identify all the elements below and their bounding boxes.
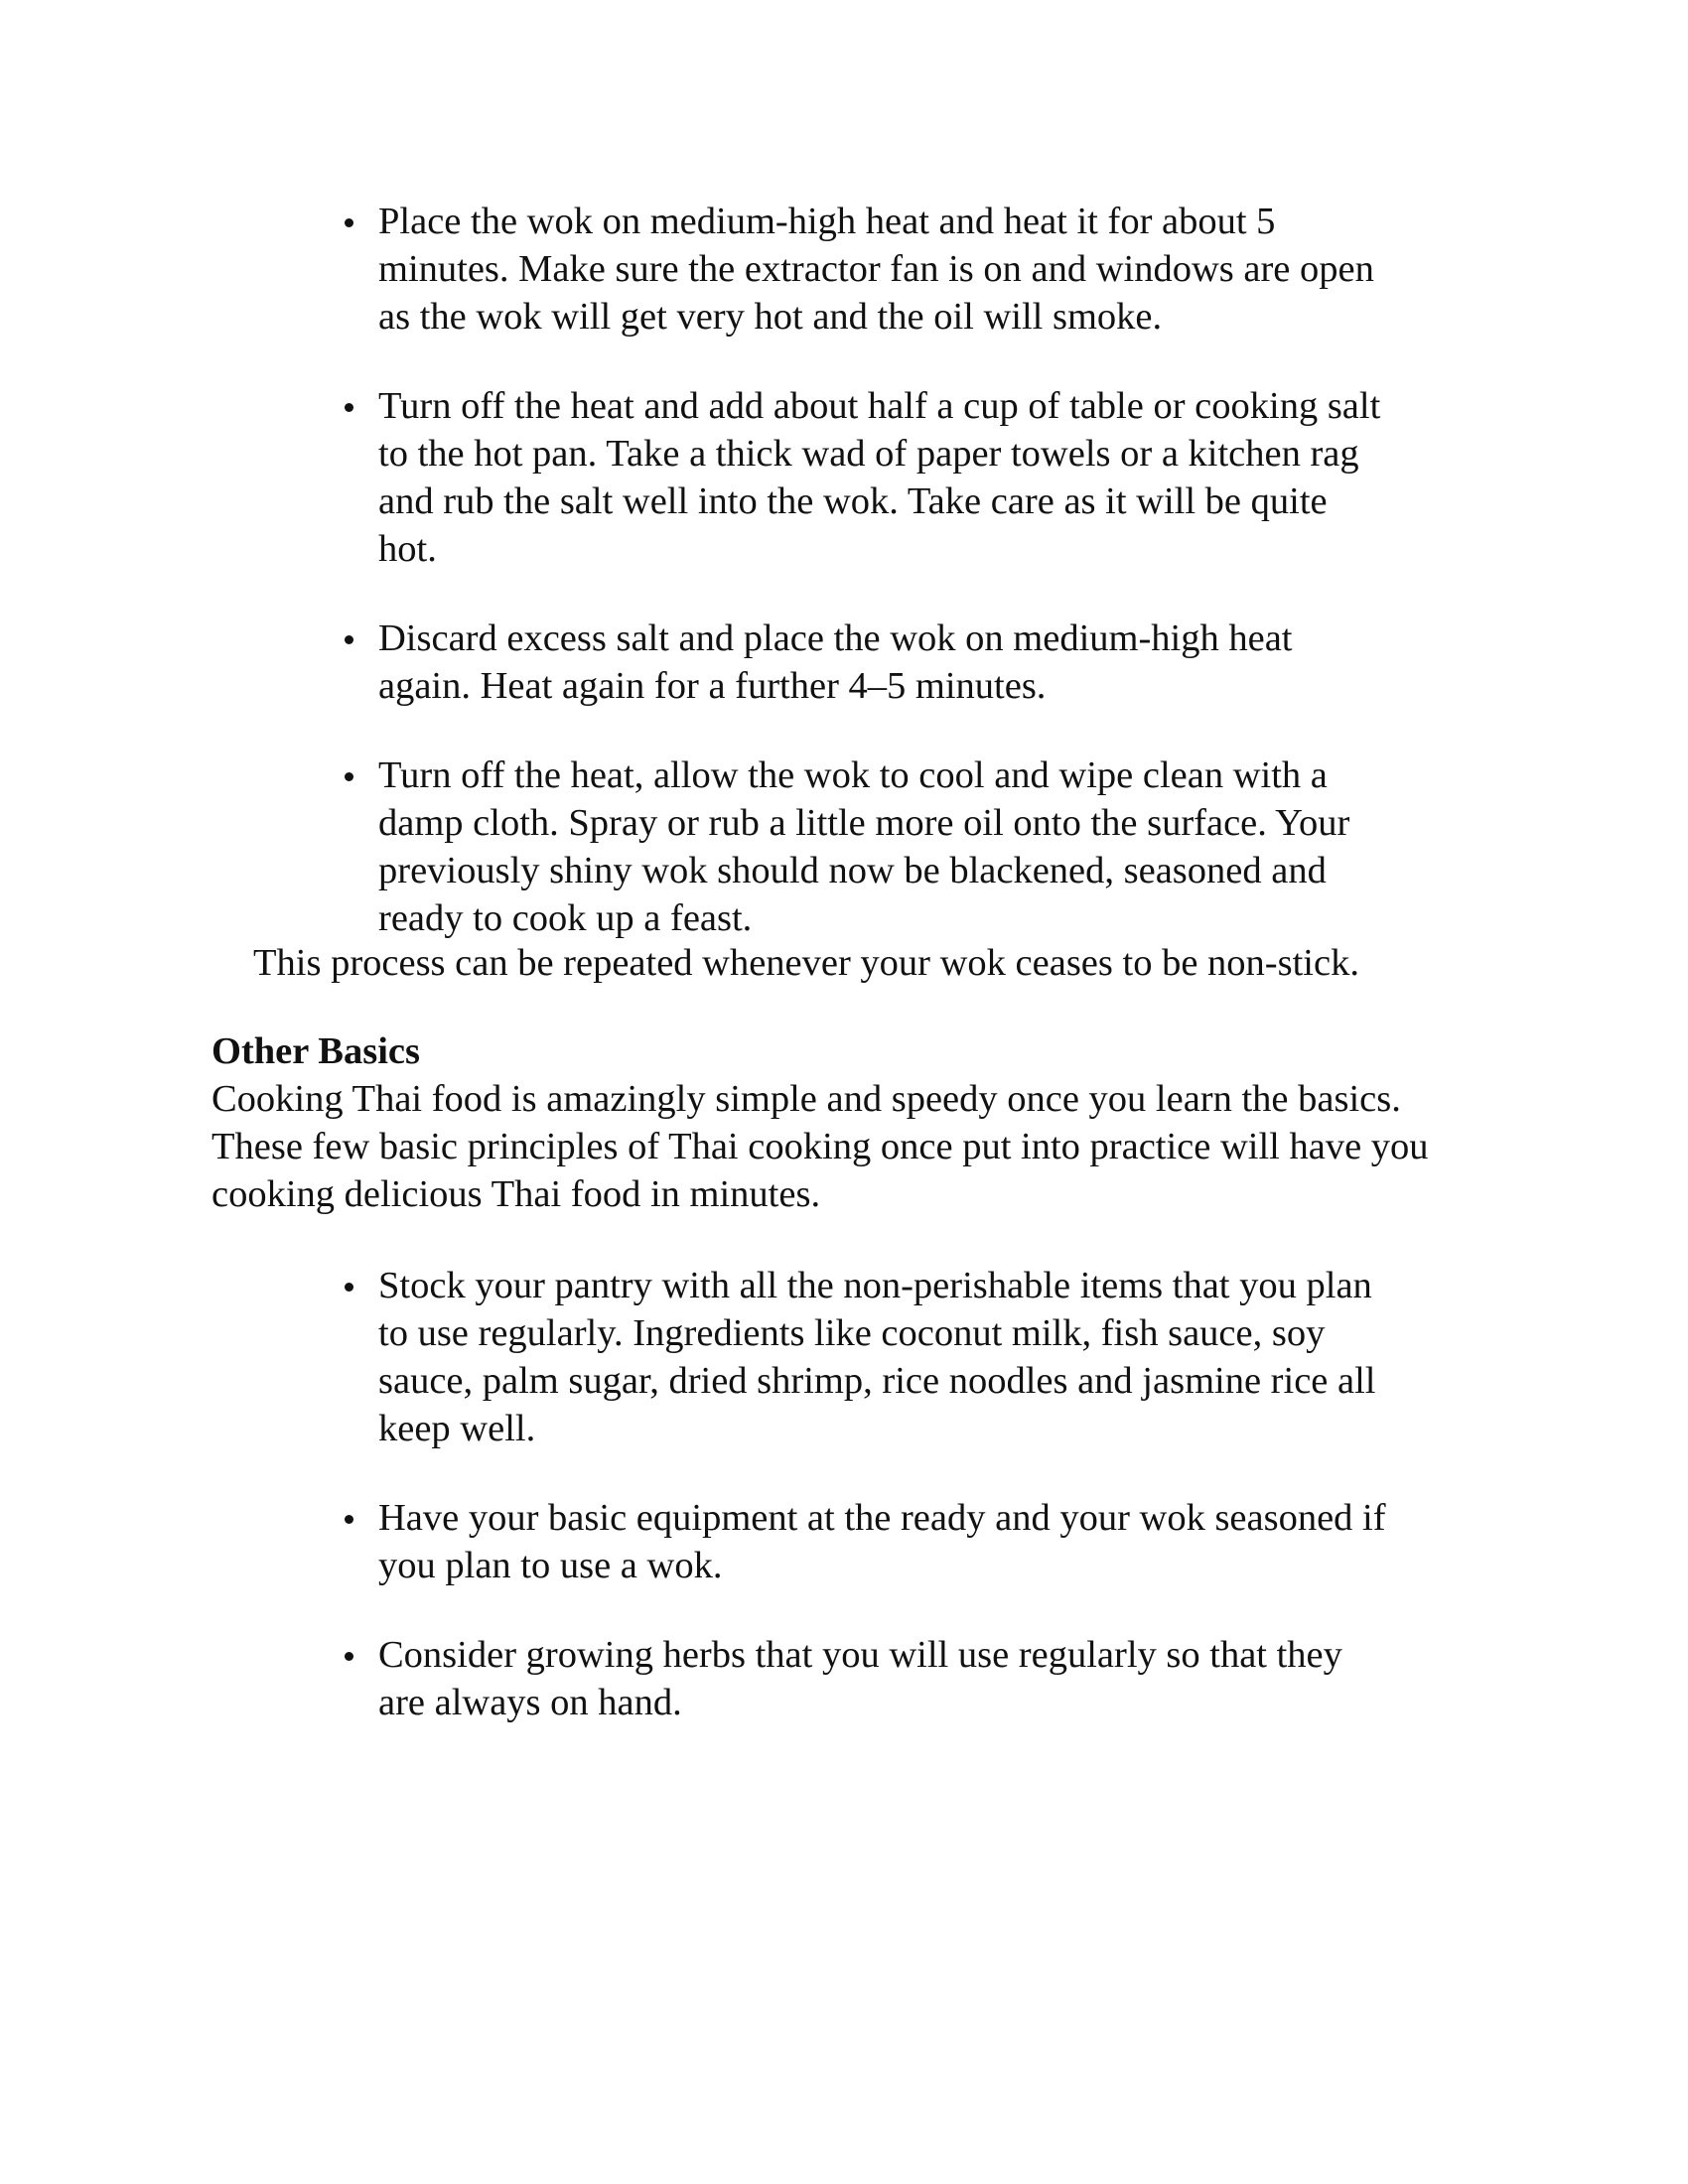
list-item-text: Turn off the heat, allow the wok to cool and wipe clean with a damp cloth. Spray or rub a little more oil onto the surface. Your previously shiny wok should now be blackened, seasoned and ready to cook up a feast. [378,754,1350,939]
list-item [211,1494,1391,1589]
section-intro-paragraph: Cooking Thai food is amazingly simple and speedy once you learn the basics. These few basic principles of Thai cooking once put into practice will have you cooking delicious Thai food in minutes. [211,1078,1429,1215]
wok-seasoning-steps [211,198,1492,942]
list-item-text: Place the wok on medium-high heat and heat it for about 5 minutes. Make sure the extractor fan is on and windows are open as the wok will get very hot and the oil will smoke. [378,201,1374,338]
list-item-text: Discard excess salt and place the wok on medium-high heat again. Heat again for a further 4–5 minutes. [378,617,1293,707]
list-item [211,1631,1391,1726]
list-item-text: Stock your pantry with all the non-perishable items that you plan to use regularly. Ingredients like coconut milk, fish sauce, soy sauce, palm sugar, dried shrimp, rice noodles and jasmine rice all keep well. [378,1265,1376,1449]
section-heading: Other Basics [211,1030,420,1072]
bullet-icon [345,772,353,781]
closing-line: This process can be repeated whenever your wok ceases to be non-stick. [253,942,1359,984]
list-item-text: Consider growing herbs that you will use regularly so that they are always on hand. [378,1634,1342,1723]
bullet-list [211,1262,1492,1726]
list-item [211,751,1391,942]
bullet-list [211,198,1492,942]
list-item [211,614,1391,710]
list-item-text: Turn off the heat and add about half a cup of table or cooking salt to the hot pan. Take a thick wad of paper towels or a kitchen rag and rub the salt well into the wok. Take care as it will be quite hot. [378,385,1381,570]
bullet-icon [345,1515,353,1524]
list-item-text: Have your basic equipment at the ready and your wok seasoned if you plan to use a wok. [378,1497,1386,1586]
bullet-icon [345,1652,353,1661]
bullet-icon [345,403,353,412]
bullet-icon [345,218,353,227]
bullet-icon [345,635,353,644]
list-item [211,198,1391,341]
list-item [211,1262,1391,1452]
bullet-icon [345,1283,353,1292]
other-basics-list [211,1262,1492,1726]
list-item [211,382,1391,573]
